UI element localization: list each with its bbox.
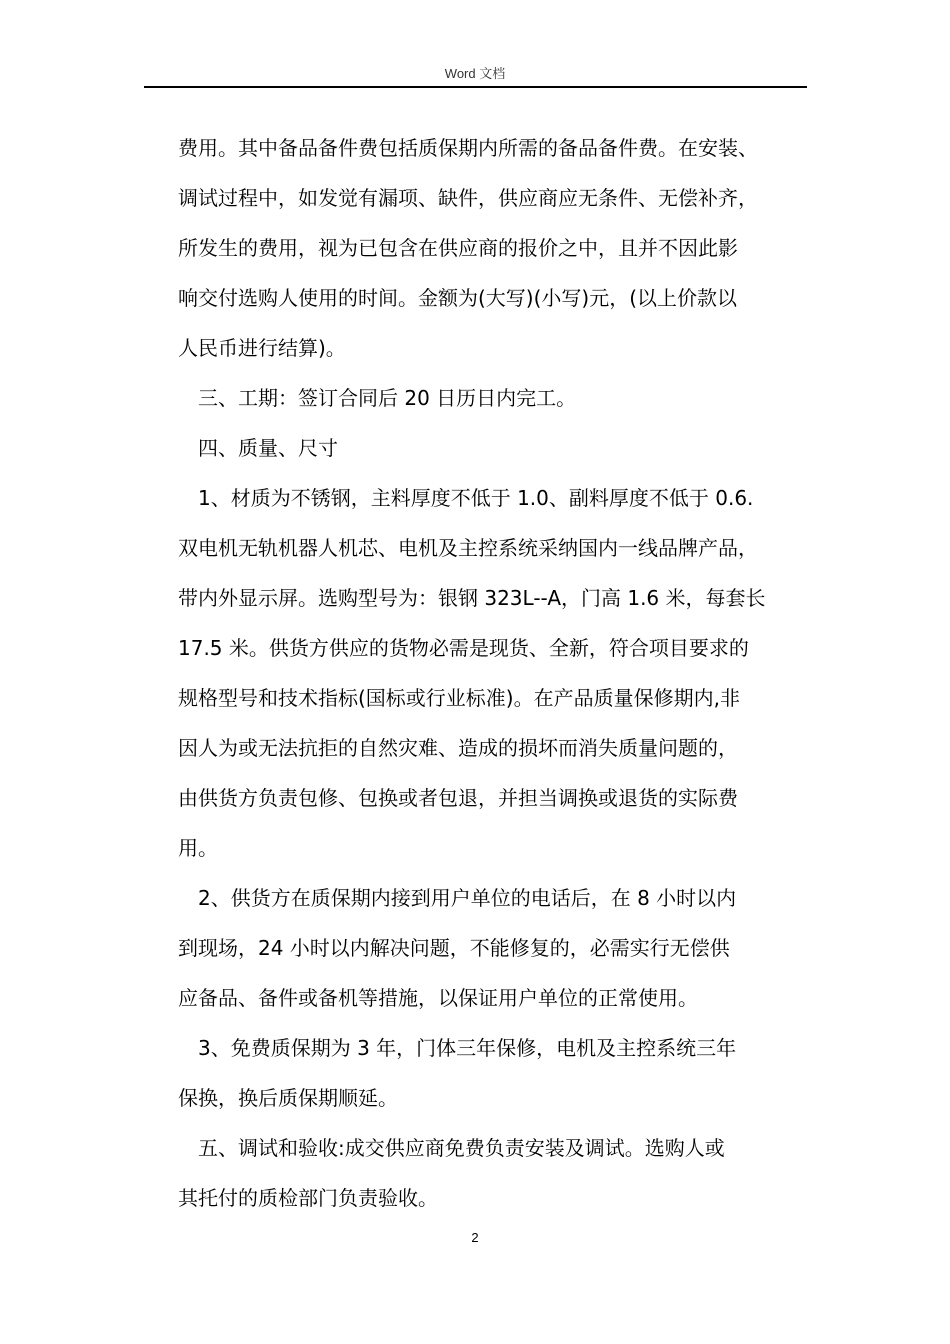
section-heading: 四、质量、尺寸	[198, 436, 338, 460]
section-heading: 五、调试和验收:成交供应商免费负责安装及调试。选购人或	[198, 1136, 725, 1160]
body-line: 规格型号和技术指标(国标或行业标准)。在产品质量保修期内,非	[178, 686, 740, 710]
body-line: 应备品、备件或备机等措施，以保证用户单位的正常使用。	[178, 986, 698, 1010]
body-line: 用。	[178, 836, 218, 860]
body-line: 由供货方负责包修、包换或者包退，并担当调换或退货的实际费	[178, 786, 738, 810]
body-line: 双电机无轨机器人机芯、电机及主控系统采纳国内一线品牌产品，	[178, 536, 758, 560]
body-line: 所发生的费用，视为已包含在供应商的报价之中，且并不因此影	[178, 236, 738, 260]
body-line: 带内外显示屏。选购型号为：银钢 323L--A，门高 1.6 米，每套长	[178, 586, 766, 610]
body-line: 到现场，24 小时以内解决问题，不能修复的，必需实行无偿供	[178, 936, 730, 960]
body-line: 费用。其中备品备件费包括质保期内所需的备品备件费。在安装、	[178, 136, 758, 160]
body-line: 2、供货方在质保期内接到用户单位的电话后，在 8 小时以内	[198, 886, 737, 910]
header-divider	[144, 86, 807, 88]
body-line: 3、免费质保期为 3 年，门体三年保修，电机及主控系统三年	[198, 1036, 737, 1060]
body-line: 17.5 米。供货方供应的货物必需是现货、全新，符合项目要求的	[178, 636, 749, 660]
body-line: 1、材质为不锈钢，主料厚度不低于 1.0、副料厚度不低于 0.6.	[198, 486, 754, 510]
body-line: 其托付的质检部门负责验收。	[178, 1186, 438, 1210]
page-header-text: Word 文档	[444, 66, 506, 81]
body-line: 调试过程中，如发觉有漏项、缺件，供应商应无条件、无偿补齐，	[178, 186, 758, 210]
body-line: 人民币进行结算)。	[178, 336, 346, 360]
body-line: 因人为或无法抗拒的自然灾难、造成的损坏而消失质量问题的，	[178, 736, 738, 760]
body-line: 响交付选购人使用的时间。金额为(大写)(小写)元，(以上价款以	[178, 286, 738, 310]
section-heading: 三、工期：签订合同后 20 日历日内完工。	[198, 386, 577, 410]
page-number: 2	[471, 1230, 479, 1245]
body-line: 保换，换后质保期顺延。	[178, 1086, 398, 1110]
document-body	[178, 123, 818, 1223]
